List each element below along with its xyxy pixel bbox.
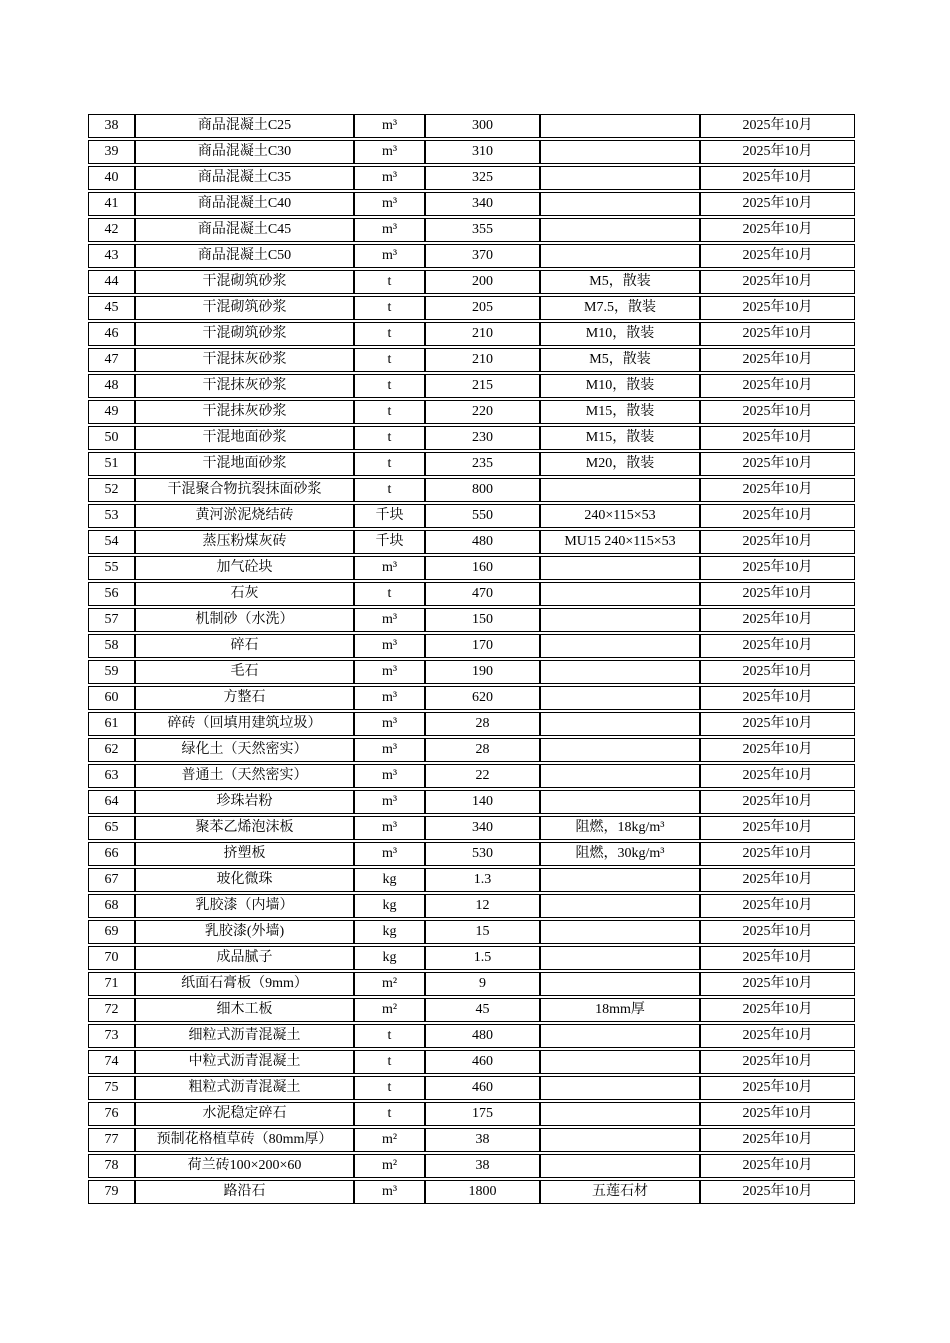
unit-cell: m³ (354, 140, 425, 164)
serial-number-cell: 68 (88, 894, 135, 918)
material-name-cell: 成品腻子 (135, 946, 354, 970)
unit-cell: t (354, 400, 425, 424)
material-name-cell: 毛石 (135, 660, 354, 684)
price-cell: 9 (425, 972, 540, 996)
table-row (88, 790, 855, 814)
price-date-cell: 2025年10月 (700, 244, 855, 268)
serial-number-cell: 66 (88, 842, 135, 866)
table-row (88, 920, 855, 944)
table-row (88, 400, 855, 424)
price-date-cell: 2025年10月 (700, 894, 855, 918)
specification-cell (540, 1076, 700, 1100)
price-date-cell: 2025年10月 (700, 374, 855, 398)
unit-cell: t (354, 1050, 425, 1074)
serial-number-cell: 40 (88, 166, 135, 190)
serial-number-cell: 55 (88, 556, 135, 580)
table-row (88, 738, 855, 762)
unit-cell: t (354, 348, 425, 372)
serial-number-cell: 72 (88, 998, 135, 1022)
serial-number-cell: 50 (88, 426, 135, 450)
specification-cell (540, 1128, 700, 1152)
unit-cell: t (354, 1076, 425, 1100)
price-cell: 28 (425, 712, 540, 736)
serial-number-cell: 52 (88, 478, 135, 502)
unit-cell: m³ (354, 192, 425, 216)
price-date-cell: 2025年10月 (700, 608, 855, 632)
material-name-cell: 玻化微珠 (135, 868, 354, 892)
specification-cell: M10，散装 (540, 374, 700, 398)
unit-cell: t (354, 452, 425, 476)
table-row (88, 166, 855, 190)
price-date-cell: 2025年10月 (700, 192, 855, 216)
table-row (88, 1102, 855, 1126)
serial-number-cell: 49 (88, 400, 135, 424)
material-name-cell: 荷兰砖100×200×60 (135, 1154, 354, 1178)
price-date-cell: 2025年10月 (700, 816, 855, 840)
price-cell: 220 (425, 400, 540, 424)
serial-number-cell: 53 (88, 504, 135, 528)
specification-cell (540, 920, 700, 944)
specification-cell (540, 764, 700, 788)
serial-number-cell: 71 (88, 972, 135, 996)
material-name-cell: 干混抹灰砂浆 (135, 374, 354, 398)
specification-cell: M7.5，散装 (540, 296, 700, 320)
price-date-cell: 2025年10月 (700, 556, 855, 580)
price-date-cell: 2025年10月 (700, 998, 855, 1022)
unit-cell: t (354, 322, 425, 346)
specification-cell (540, 192, 700, 216)
serial-number-cell: 57 (88, 608, 135, 632)
specification-cell (540, 972, 700, 996)
price-date-cell: 2025年10月 (700, 764, 855, 788)
material-name-cell: 粗粒式沥青混凝土 (135, 1076, 354, 1100)
table-row (88, 530, 855, 554)
price-cell: 22 (425, 764, 540, 788)
price-table (88, 112, 855, 1206)
unit-cell: t (354, 296, 425, 320)
price-cell: 1.5 (425, 946, 540, 970)
material-name-cell: 水泥稳定碎石 (135, 1102, 354, 1126)
price-date-cell: 2025年10月 (700, 1076, 855, 1100)
unit-cell: t (354, 478, 425, 502)
price-date-cell: 2025年10月 (700, 972, 855, 996)
specification-cell: M15，散装 (540, 400, 700, 424)
price-cell: 12 (425, 894, 540, 918)
specification-cell (540, 114, 700, 138)
table-row (88, 660, 855, 684)
price-date-cell: 2025年10月 (700, 868, 855, 892)
specification-cell: M5，散装 (540, 348, 700, 372)
table-row (88, 946, 855, 970)
unit-cell: m³ (354, 608, 425, 632)
unit-cell: m³ (354, 686, 425, 710)
material-name-cell: 绿化土（天然密实） (135, 738, 354, 762)
material-name-cell: 干混砌筑砂浆 (135, 296, 354, 320)
specification-cell (540, 738, 700, 762)
specification-cell (540, 244, 700, 268)
serial-number-cell: 62 (88, 738, 135, 762)
price-date-cell: 2025年10月 (700, 946, 855, 970)
specification-cell (540, 556, 700, 580)
material-name-cell: 预制花格植草砖（80mm厚） (135, 1128, 354, 1152)
price-cell: 340 (425, 816, 540, 840)
material-name-cell: 珍珠岩粉 (135, 790, 354, 814)
material-name-cell: 商品混凝土C25 (135, 114, 354, 138)
price-cell: 460 (425, 1076, 540, 1100)
unit-cell: t (354, 426, 425, 450)
price-date-cell: 2025年10月 (700, 478, 855, 502)
price-cell: 215 (425, 374, 540, 398)
price-date-cell: 2025年10月 (700, 114, 855, 138)
price-cell: 45 (425, 998, 540, 1022)
table-row (88, 712, 855, 736)
unit-cell: t (354, 582, 425, 606)
material-name-cell: 挤塑板 (135, 842, 354, 866)
material-name-cell: 纸面石膏板（9mm） (135, 972, 354, 996)
table-row (88, 686, 855, 710)
serial-number-cell: 59 (88, 660, 135, 684)
price-cell: 28 (425, 738, 540, 762)
price-cell: 160 (425, 556, 540, 580)
unit-cell: t (354, 1024, 425, 1048)
material-name-cell: 乳胶漆(外墙) (135, 920, 354, 944)
material-name-cell: 商品混凝土C40 (135, 192, 354, 216)
serial-number-cell: 58 (88, 634, 135, 658)
table-row (88, 1024, 855, 1048)
table-row (88, 218, 855, 242)
specification-cell (540, 1154, 700, 1178)
material-name-cell: 蒸压粉煤灰砖 (135, 530, 354, 554)
price-date-cell: 2025年10月 (700, 296, 855, 320)
price-date-cell: 2025年10月 (700, 920, 855, 944)
unit-cell: m³ (354, 634, 425, 658)
specification-cell (540, 478, 700, 502)
serial-number-cell: 48 (88, 374, 135, 398)
material-name-cell: 干混砌筑砂浆 (135, 322, 354, 346)
price-date-cell: 2025年10月 (700, 166, 855, 190)
specification-cell: 阻燃，30kg/m³ (540, 842, 700, 866)
unit-cell: kg (354, 946, 425, 970)
price-date-cell: 2025年10月 (700, 140, 855, 164)
price-cell: 230 (425, 426, 540, 450)
serial-number-cell: 51 (88, 452, 135, 476)
specification-cell (540, 686, 700, 710)
price-date-cell: 2025年10月 (700, 452, 855, 476)
price-date-cell: 2025年10月 (700, 712, 855, 736)
serial-number-cell: 63 (88, 764, 135, 788)
material-name-cell: 商品混凝土C45 (135, 218, 354, 242)
specification-cell: 五莲石材 (540, 1180, 700, 1204)
material-name-cell: 干混抹灰砂浆 (135, 400, 354, 424)
material-name-cell: 细粒式沥青混凝土 (135, 1024, 354, 1048)
specification-cell (540, 894, 700, 918)
unit-cell: m³ (354, 218, 425, 242)
unit-cell: t (354, 1102, 425, 1126)
table-row (88, 426, 855, 450)
table-row (88, 322, 855, 346)
price-cell: 310 (425, 140, 540, 164)
material-name-cell: 中粒式沥青混凝土 (135, 1050, 354, 1074)
unit-cell: m³ (354, 816, 425, 840)
price-date-cell: 2025年10月 (700, 400, 855, 424)
serial-number-cell: 79 (88, 1180, 135, 1204)
price-date-cell: 2025年10月 (700, 270, 855, 294)
unit-cell: m² (354, 998, 425, 1022)
specification-cell (540, 790, 700, 814)
unit-cell: m² (354, 1128, 425, 1152)
table-row (88, 478, 855, 502)
table-row (88, 452, 855, 476)
price-date-cell: 2025年10月 (700, 634, 855, 658)
unit-cell: t (354, 374, 425, 398)
serial-number-cell: 45 (88, 296, 135, 320)
table-row (88, 1076, 855, 1100)
price-cell: 150 (425, 608, 540, 632)
table-row (88, 504, 855, 528)
specification-cell: M15，散装 (540, 426, 700, 450)
serial-number-cell: 61 (88, 712, 135, 736)
table-row (88, 556, 855, 580)
specification-cell (540, 634, 700, 658)
specification-cell (540, 1050, 700, 1074)
table-row (88, 608, 855, 632)
price-date-cell: 2025年10月 (700, 1128, 855, 1152)
unit-cell: kg (354, 920, 425, 944)
material-name-cell: 干混地面砂浆 (135, 426, 354, 450)
material-name-cell: 普通土（天然密实） (135, 764, 354, 788)
price-cell: 480 (425, 1024, 540, 1048)
price-date-cell: 2025年10月 (700, 348, 855, 372)
material-name-cell: 机制砂（水洗） (135, 608, 354, 632)
price-date-cell: 2025年10月 (700, 738, 855, 762)
material-name-cell: 商品混凝土C35 (135, 166, 354, 190)
unit-cell: m³ (354, 712, 425, 736)
price-date-cell: 2025年10月 (700, 530, 855, 554)
table-row (88, 582, 855, 606)
material-name-cell: 干混聚合物抗裂抹面砂浆 (135, 478, 354, 502)
table-row (88, 1180, 855, 1204)
table-row (88, 634, 855, 658)
serial-number-cell: 75 (88, 1076, 135, 1100)
serial-number-cell: 44 (88, 270, 135, 294)
price-date-cell: 2025年10月 (700, 660, 855, 684)
unit-cell: m³ (354, 244, 425, 268)
unit-cell: m² (354, 1154, 425, 1178)
price-cell: 460 (425, 1050, 540, 1074)
price-cell: 175 (425, 1102, 540, 1126)
price-date-cell: 2025年10月 (700, 1050, 855, 1074)
table-row (88, 244, 855, 268)
specification-cell (540, 868, 700, 892)
table-row (88, 894, 855, 918)
table-row (88, 140, 855, 164)
serial-number-cell: 67 (88, 868, 135, 892)
material-name-cell: 商品混凝土C30 (135, 140, 354, 164)
material-name-cell: 路沿石 (135, 1180, 354, 1204)
price-date-cell: 2025年10月 (700, 1180, 855, 1204)
price-date-cell: 2025年10月 (700, 1102, 855, 1126)
price-date-cell: 2025年10月 (700, 686, 855, 710)
material-name-cell: 干混抹灰砂浆 (135, 348, 354, 372)
unit-cell: m³ (354, 764, 425, 788)
table-row (88, 998, 855, 1022)
price-cell: 1.3 (425, 868, 540, 892)
specification-cell (540, 660, 700, 684)
serial-number-cell: 41 (88, 192, 135, 216)
specification-cell: M20，散装 (540, 452, 700, 476)
price-cell: 15 (425, 920, 540, 944)
table-row (88, 348, 855, 372)
serial-number-cell: 38 (88, 114, 135, 138)
unit-cell: 千块 (354, 530, 425, 554)
table-row (88, 1050, 855, 1074)
price-date-cell: 2025年10月 (700, 1024, 855, 1048)
price-cell: 38 (425, 1128, 540, 1152)
price-date-cell: 2025年10月 (700, 790, 855, 814)
price-cell: 355 (425, 218, 540, 242)
price-cell: 190 (425, 660, 540, 684)
unit-cell: 千块 (354, 504, 425, 528)
unit-cell: m³ (354, 166, 425, 190)
price-cell: 530 (425, 842, 540, 866)
material-name-cell: 干混地面砂浆 (135, 452, 354, 476)
material-name-cell: 乳胶漆（内墙） (135, 894, 354, 918)
specification-cell: M5，散装 (540, 270, 700, 294)
price-cell: 470 (425, 582, 540, 606)
price-date-cell: 2025年10月 (700, 218, 855, 242)
material-name-cell: 干混砌筑砂浆 (135, 270, 354, 294)
specification-cell (540, 166, 700, 190)
material-name-cell: 聚苯乙烯泡沫板 (135, 816, 354, 840)
table-row (88, 1154, 855, 1178)
material-name-cell: 细木工板 (135, 998, 354, 1022)
price-cell: 170 (425, 634, 540, 658)
table-row (88, 114, 855, 138)
unit-cell: m³ (354, 738, 425, 762)
table-row (88, 1128, 855, 1152)
price-cell: 1800 (425, 1180, 540, 1204)
unit-cell: m³ (354, 1180, 425, 1204)
serial-number-cell: 64 (88, 790, 135, 814)
price-cell: 480 (425, 530, 540, 554)
serial-number-cell: 43 (88, 244, 135, 268)
price-cell: 200 (425, 270, 540, 294)
specification-cell (540, 608, 700, 632)
table-row (88, 842, 855, 866)
serial-number-cell: 76 (88, 1102, 135, 1126)
specification-cell: MU15 240×115×53 (540, 530, 700, 554)
serial-number-cell: 65 (88, 816, 135, 840)
specification-cell (540, 1102, 700, 1126)
table-row (88, 192, 855, 216)
specification-cell: 240×115×53 (540, 504, 700, 528)
serial-number-cell: 42 (88, 218, 135, 242)
price-cell: 38 (425, 1154, 540, 1178)
serial-number-cell: 60 (88, 686, 135, 710)
price-date-cell: 2025年10月 (700, 426, 855, 450)
material-name-cell: 商品混凝土C50 (135, 244, 354, 268)
serial-number-cell: 74 (88, 1050, 135, 1074)
material-name-cell: 加气砼块 (135, 556, 354, 580)
price-cell: 210 (425, 322, 540, 346)
material-name-cell: 石灰 (135, 582, 354, 606)
price-date-cell: 2025年10月 (700, 504, 855, 528)
serial-number-cell: 56 (88, 582, 135, 606)
price-table-body (88, 114, 855, 1204)
serial-number-cell: 73 (88, 1024, 135, 1048)
unit-cell: m³ (354, 114, 425, 138)
specification-cell: M10，散装 (540, 322, 700, 346)
price-date-cell: 2025年10月 (700, 842, 855, 866)
specification-cell (540, 712, 700, 736)
price-cell: 550 (425, 504, 540, 528)
specification-cell (540, 946, 700, 970)
unit-cell: m³ (354, 842, 425, 866)
price-cell: 205 (425, 296, 540, 320)
specification-cell: 阻燃，18kg/m³ (540, 816, 700, 840)
specification-cell (540, 582, 700, 606)
table-row (88, 972, 855, 996)
price-cell: 210 (425, 348, 540, 372)
price-cell: 370 (425, 244, 540, 268)
material-name-cell: 碎石 (135, 634, 354, 658)
table-row (88, 868, 855, 892)
material-name-cell: 黄河淤泥烧结砖 (135, 504, 354, 528)
unit-cell: t (354, 270, 425, 294)
serial-number-cell: 70 (88, 946, 135, 970)
price-cell: 800 (425, 478, 540, 502)
unit-cell: kg (354, 868, 425, 892)
price-cell: 620 (425, 686, 540, 710)
specification-cell (540, 218, 700, 242)
serial-number-cell: 47 (88, 348, 135, 372)
price-date-cell: 2025年10月 (700, 322, 855, 346)
unit-cell: m³ (354, 556, 425, 580)
specification-cell (540, 140, 700, 164)
price-cell: 325 (425, 166, 540, 190)
price-cell: 140 (425, 790, 540, 814)
serial-number-cell: 46 (88, 322, 135, 346)
price-date-cell: 2025年10月 (700, 1154, 855, 1178)
table-row (88, 270, 855, 294)
table-row (88, 764, 855, 788)
specification-cell: 18mm厚 (540, 998, 700, 1022)
serial-number-cell: 78 (88, 1154, 135, 1178)
material-name-cell: 碎砖（回填用建筑垃圾） (135, 712, 354, 736)
table-row (88, 296, 855, 320)
unit-cell: m² (354, 972, 425, 996)
price-cell: 340 (425, 192, 540, 216)
table-row (88, 374, 855, 398)
material-name-cell: 方整石 (135, 686, 354, 710)
unit-cell: m³ (354, 660, 425, 684)
serial-number-cell: 77 (88, 1128, 135, 1152)
specification-cell (540, 1024, 700, 1048)
price-cell: 300 (425, 114, 540, 138)
price-date-cell: 2025年10月 (700, 582, 855, 606)
serial-number-cell: 54 (88, 530, 135, 554)
price-cell: 235 (425, 452, 540, 476)
serial-number-cell: 39 (88, 140, 135, 164)
serial-number-cell: 69 (88, 920, 135, 944)
unit-cell: kg (354, 894, 425, 918)
unit-cell: m³ (354, 790, 425, 814)
table-row (88, 816, 855, 840)
